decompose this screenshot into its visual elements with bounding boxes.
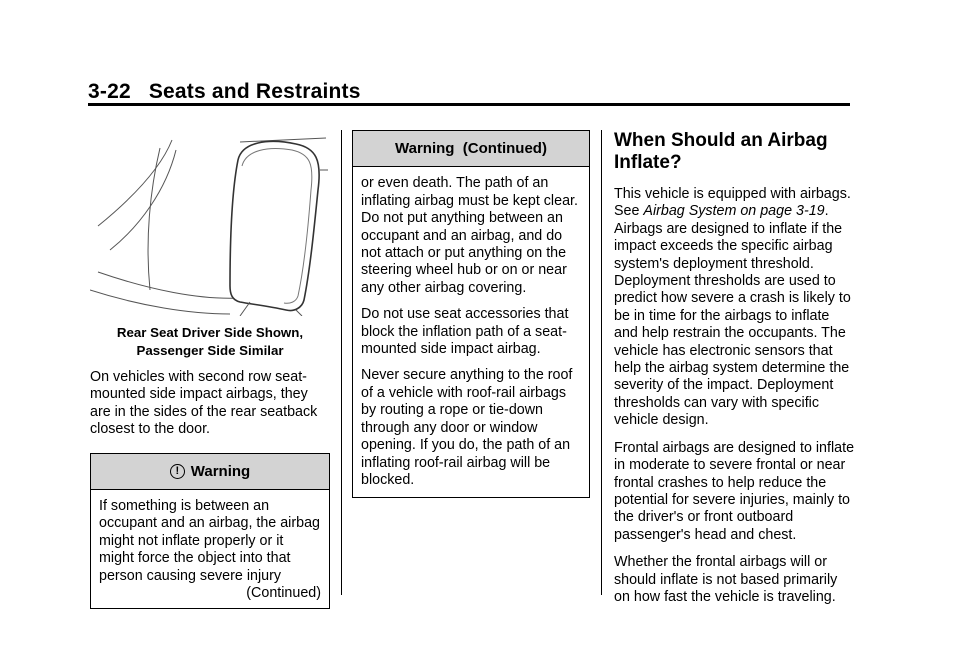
section-title: Seats and Restraints [148,80,361,103]
page-number: 3-22 [88,80,131,103]
column-3 [614,130,856,616]
column-divider-2 [601,130,602,595]
column-divider-1 [341,130,342,595]
warning-paragraph-3: Never secure anything to the roof of a vehicle with roof-rail airbags by routing a rope or tie-down through any door or window opening. If you do, the path of an inflating roof-rail airbag will be blocked. [361,367,573,488]
column-2 [352,130,590,498]
warning-paragraph-2: Do not use seat accessories that block the inflation path of a seat-mounted side impact airbag. [361,306,569,358]
paragraph-2: Frontal airbags are designed to inflate in moderate to severe frontal or near frontal crashes to help reduce the potential for severe injuries, mainly to the driver's or front outboard passenger's head and chest. [614,439,855,543]
warning-continued-body [353,167,589,497]
paragraph-3: Whether the frontal airbags will or should inflate is not based primarily on how fast the vehicle is traveling. [614,554,838,605]
warning-box [90,453,330,610]
continued-label: (Continued) [246,585,321,602]
figure-caption: Rear Seat Driver Side Shown, Passenger Side Similar [116,325,304,358]
header-rule [88,103,850,106]
warning-body: If something is between an occupant and an airbag, the airbag might not inflate properly or it might force the object into that person causing severe injury (Continued) [99,498,321,602]
column-1 [90,130,330,609]
cross-reference-link[interactable]: Airbag System on page 3-19 [643,203,825,220]
page-header [88,80,361,104]
warning-continued-box [352,130,590,498]
seat-airbag-illustration [90,130,330,316]
warning-icon: ! [170,464,185,479]
section-heading: When Should an Airbag Inflate? [614,130,828,173]
warning-continued-header: Warning (Continued) [353,131,589,167]
intro-paragraph: On vehicles with second row seat-mounted side impact airbags, they are in the sides of the rear seatback closest to the door. [90,369,318,438]
paragraph-1: This vehicle is equipped with airbags. See Airbag System on page 3-19. Airbags are designed to inflate if the impact exceeds the specific airbag system's deployment threshold. Deployment thresholds are used to predict how severe a crash is likely to be in time for the airbags to inflate and help restrain the occupants. The vehicle has electronic sensors that help the airbag system determine the severity of the impact. Deployment thresholds can vary with specific vehicle design. [614,186,851,429]
warning-paragraph-1: or even death. The path of an inflating airbag must be kept clear. Do not put anything between an occupant and an airbag, and do not attach or put anything on the steering wheel hub or on or near any other airbag covering. [361,175,578,296]
warning-header: ! Warning [91,454,329,490]
